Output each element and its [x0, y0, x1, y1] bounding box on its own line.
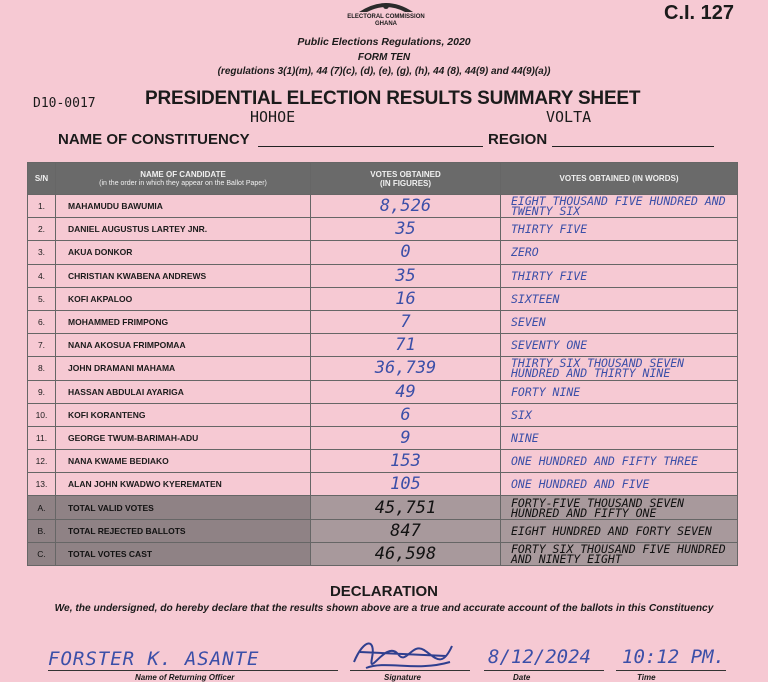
candidate-name: ALAN JOHN KWADWO KYEREMATEN	[56, 473, 311, 496]
date-value: 8/12/2024	[488, 646, 591, 668]
candidate-name: KOFI KORANTENG	[56, 403, 311, 426]
total-row	[28, 542, 738, 565]
constituency-underline	[258, 146, 483, 147]
votes-words: SEVEN	[501, 310, 738, 333]
votes-words: FORTY-FIVE THOUSAND SEVEN HUNDRED AND FIFTY ONE	[501, 496, 738, 519]
votes-words: SIX	[501, 403, 738, 426]
votes-figures: 36,739	[311, 357, 501, 380]
col-header-name-text: NAME OF CANDIDATE	[140, 169, 226, 179]
votes-words: FORTY NINE	[501, 380, 738, 403]
page-title: PRESIDENTIAL ELECTION RESULTS SUMMARY SHEET	[145, 88, 641, 109]
votes-figures: 16	[311, 287, 501, 310]
candidate-name: AKUA DONKOR	[56, 241, 311, 264]
time-value: 10:12 PM.	[622, 646, 725, 668]
col-header-figures-sub: (IN FIGURES)	[379, 178, 432, 188]
votes-words: SIXTEEN	[501, 287, 738, 310]
candidate-row	[28, 241, 738, 264]
row-sn: 12.	[28, 450, 56, 473]
constituency-label: NAME OF CONSTITUENCY	[58, 131, 250, 148]
region-label: REGION	[488, 131, 548, 148]
candidate-row	[28, 334, 738, 357]
row-sn: 1.	[28, 195, 56, 218]
candidate-name: NANA AKOSUA FRIMPOMAA	[56, 334, 311, 357]
declaration-text: We, the undersigned, do hereby declare that the results shown above are a true and accurate account of the ballots in this Constituency	[54, 603, 714, 614]
col-header-figures	[311, 163, 501, 195]
votes-words: SEVENTY ONE	[501, 334, 738, 357]
form-code: C.I. 127	[664, 2, 735, 24]
row-sn: 5.	[28, 287, 56, 310]
results-table	[27, 162, 738, 566]
candidate-name: GEORGE TWUM-BARIMAH-ADU	[56, 426, 311, 449]
votes-figures: 9	[311, 426, 501, 449]
candidate-name: MOHAMMED FRIMPONG	[56, 310, 311, 333]
votes-words: ONE HUNDRED AND FIFTY THREE	[501, 450, 738, 473]
regulations-title: Public Elections Regulations, 2020	[297, 36, 471, 48]
regulations-references: (regulations 3(1)(m), 44 (7)(c), (d), (e), (g), (h), 44 (8), 44(9) and 44(9)(a))	[217, 66, 551, 77]
ro-name-label: Name of Returning Officer	[135, 673, 235, 682]
votes-figures: 153	[311, 450, 501, 473]
date-label: Date	[513, 673, 531, 682]
total-label: TOTAL VOTES CAST	[56, 542, 311, 565]
votes-figures: 7	[311, 310, 501, 333]
votes-figures: 45,751	[311, 496, 501, 519]
candidate-row	[28, 403, 738, 426]
region-underline	[552, 146, 714, 147]
candidate-row	[28, 264, 738, 287]
votes-figures: 0	[311, 241, 501, 264]
candidate-row	[28, 473, 738, 496]
col-header-figures-text: VOTES OBTAINED	[370, 169, 441, 179]
col-header-name-sub: (in the order in which they appear on the Ballot Paper)	[99, 179, 267, 187]
station-code: D10-0017	[33, 96, 96, 111]
votes-figures: 8,526	[311, 195, 501, 218]
row-sn: 6.	[28, 310, 56, 333]
commission-name	[330, 14, 442, 28]
coat-of-arms-icon	[355, 0, 417, 14]
signature-label: Signature	[384, 673, 421, 682]
votes-words: EIGHT HUNDRED AND FORTY SEVEN	[501, 519, 738, 542]
votes-words: FORTY SIX THOUSAND FIVE HUNDRED AND NINETY EIGHT	[501, 542, 738, 565]
candidate-name: DANIEL AUGUSTUS LARTEY JNR.	[56, 218, 311, 241]
date-line	[484, 670, 604, 671]
region-value: VOLTA	[546, 108, 592, 126]
form-name: FORM TEN	[357, 52, 411, 63]
ro-name-line	[48, 670, 338, 671]
candidate-name: MAHAMUDU BAWUMIA	[56, 195, 311, 218]
votes-figures: 35	[311, 218, 501, 241]
col-header-words: VOTES OBTAINED (IN WORDS)	[501, 163, 738, 195]
row-sn: C.	[28, 542, 56, 565]
table-header-row	[28, 163, 738, 195]
row-sn: 11.	[28, 426, 56, 449]
signature-scribble	[346, 632, 461, 674]
col-header-name	[56, 163, 311, 195]
row-sn: 4.	[28, 264, 56, 287]
candidate-row	[28, 380, 738, 403]
votes-words: EIGHT THOUSAND FIVE HUNDRED AND TWENTY SIX	[501, 195, 738, 218]
returning-officer-name: FORSTER K. ASANTE	[48, 648, 260, 670]
candidate-row	[28, 218, 738, 241]
declaration-heading: DECLARATION	[329, 583, 439, 600]
votes-figures: 6	[311, 403, 501, 426]
votes-words: ZERO	[501, 241, 738, 264]
commission-name-text: ELECTORAL COMMISSION	[347, 14, 425, 20]
votes-figures: 35	[311, 264, 501, 287]
candidate-row	[28, 195, 738, 218]
votes-words: NINE	[501, 426, 738, 449]
row-sn: 13.	[28, 473, 56, 496]
time-line	[616, 670, 726, 671]
row-sn: B.	[28, 519, 56, 542]
total-label: TOTAL VALID VOTES	[56, 496, 311, 519]
row-sn: 9.	[28, 380, 56, 403]
row-sn: 10.	[28, 403, 56, 426]
col-header-sn: S/N	[28, 163, 56, 195]
total-row	[28, 519, 738, 542]
row-sn: 7.	[28, 334, 56, 357]
votes-words: THIRTY FIVE	[501, 218, 738, 241]
candidate-name: HASSAN ABDULAI AYARIGA	[56, 380, 311, 403]
candidate-row	[28, 357, 738, 380]
row-sn: 8.	[28, 357, 56, 380]
votes-words: THIRTY SIX THOUSAND SEVEN HUNDRED AND THIRTY NINE	[501, 357, 738, 380]
candidate-name: KOFI AKPALOO	[56, 287, 311, 310]
row-sn: 3.	[28, 241, 56, 264]
candidate-row	[28, 450, 738, 473]
candidate-name: JOHN DRAMANI MAHAMA	[56, 357, 311, 380]
votes-figures: 105	[311, 473, 501, 496]
total-row	[28, 496, 738, 519]
candidate-name: CHRISTIAN KWABENA ANDREWS	[56, 264, 311, 287]
candidate-row	[28, 287, 738, 310]
votes-words: ONE HUNDRED AND FIVE	[501, 473, 738, 496]
votes-figures: 49	[311, 380, 501, 403]
row-sn: 2.	[28, 218, 56, 241]
candidate-row	[28, 310, 738, 333]
votes-figures: 46,598	[311, 542, 501, 565]
signature-line	[350, 670, 470, 671]
row-sn: A.	[28, 496, 56, 519]
constituency-value: HOHOE	[250, 108, 296, 126]
time-label: Time	[637, 673, 656, 682]
total-label: TOTAL REJECTED BALLOTS	[56, 519, 311, 542]
candidate-row	[28, 426, 738, 449]
commission-country-text: GHANA	[375, 21, 397, 27]
candidate-name: NANA KWAME BEDIAKO	[56, 450, 311, 473]
votes-figures: 71	[311, 334, 501, 357]
votes-figures: 847	[311, 519, 501, 542]
votes-words: THIRTY FIVE	[501, 264, 738, 287]
